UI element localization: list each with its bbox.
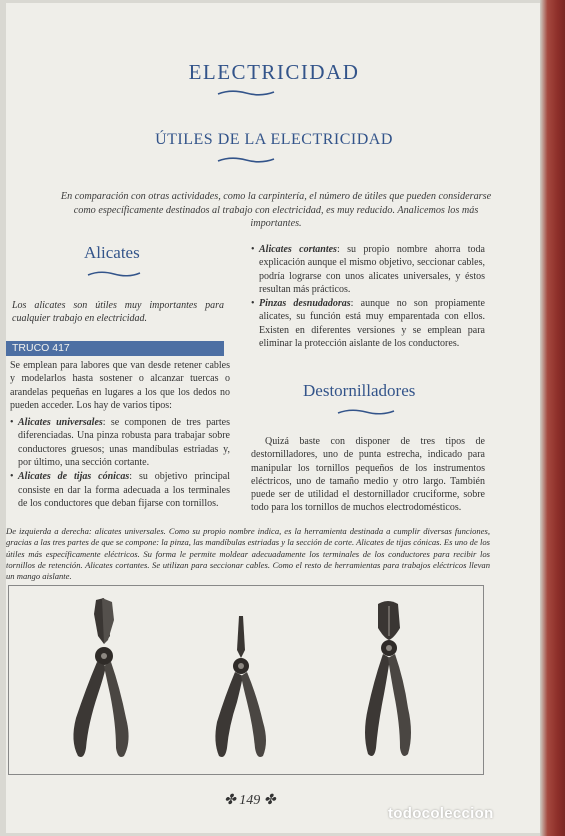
book-page xyxy=(6,3,542,833)
figure-tools xyxy=(8,585,484,775)
title-ornament-icon xyxy=(216,88,276,98)
round-nose-pliers-icon xyxy=(209,614,273,762)
intro-paragraph: En comparación con otras actividades, como la carpintería, el número de útiles que pueden considerarse como específicamente destinados al trabajo con electricidad, es muy reducido. Analicemos los más importantes. xyxy=(60,191,492,229)
chapter-title: ELECTRICIDAD xyxy=(188,60,360,84)
list-item: • Pinzas desnudadoras: aunque no son propiamente alicates, su función está muy emparentada con ellos. Existen en diferentes versiones y se emplean para eliminar la protección aislante de los conductores. xyxy=(251,298,485,350)
section-title: ÚTILES DE LA ELECTRICIDAD xyxy=(155,131,393,148)
destornilladores-paragraph: Quizá baste con disponer de tres tipos de destornilladores, uno de punta estrecha, indicado para manipular los tornillos pequeños de los instrumentos eléctricos, uno de tamaño medio y otro largo. También puede ser de utilidad el destornillador cruciforme, sobre todo para los tornillos de muchos electrodomésticos. xyxy=(251,436,485,514)
book-spine xyxy=(540,0,565,836)
section-ornament-icon xyxy=(216,155,276,165)
bullet-icon: • xyxy=(10,471,14,483)
alicates-paragraph: Los alicates son útiles muy importantes para cualquier trabajo en electricidad. xyxy=(12,300,224,325)
heading-alicates: Alicates xyxy=(84,243,140,262)
truco-text: Se emplean para labores que van desde retener cables y modelarlos hasta sostener o alcanzar tuercas o arandelas pequeñas en lugares a los que los dedos no pueden acceder. Los hay de varios tipos: xyxy=(10,360,230,411)
diagonal-cutters-icon xyxy=(354,598,424,764)
alicates-list xyxy=(10,416,230,510)
list-item: • Alicates cortantes: su propio nombre ahorra toda explicación aunque el mismo objetivo, seccionar cables, podría lograrse con unos alicates universales, y éstos resultan más prácticos. xyxy=(251,244,485,295)
heading-destornilladores: Destornilladores xyxy=(303,381,416,400)
bullet-icon: • xyxy=(10,417,14,429)
universal-pliers-icon xyxy=(64,596,144,764)
page-number-ornament-icon: ✤ xyxy=(260,793,276,808)
truco-label: TRUCO 417 xyxy=(6,341,224,356)
destornilladores-ornament-icon xyxy=(336,407,396,417)
left-column-body xyxy=(10,359,230,511)
bullet-icon: • xyxy=(251,298,255,310)
alicates-ornament-icon xyxy=(86,269,142,279)
page-number-ornament-icon: ✤ xyxy=(224,793,240,808)
figure-caption: De izquierda a derecha: alicates universales. Como su propio nombre indica, es la herramienta destinada a cumplir diversas funciones, gracias a las tres partes de que se compone: la pinza, las mandíbulas estriadas y la sección de corte. Alicates de tijas cónicas. Es uno de los útiles más específicamente eléctricos. Su forma le permite moldear adecuadamente los terminales de los conductores para recibir los tornillos de retención. Alicates cortantes. Se utilizan para seccionar cables. Como el resto de herramientas para trabajos eléctricos llevan un mango aislante. xyxy=(6,526,490,582)
right-column-list xyxy=(251,243,485,351)
list-item: • Alicates de tijas cónicas: su objetivo principal consiste en dar la forma adecuada a los terminales de los conductores que deban fijarse con tornillos. xyxy=(10,471,230,509)
page-number: ✤ 149 ✤ xyxy=(224,793,276,808)
list-item: • Alicates universales: se componen de tres partes diferenciadas. Una pinza robusta para trabajar sobre conductores gruesos; unas mandíbulas estriadas y, por último, una sección cortante. xyxy=(10,417,230,469)
bullet-icon: • xyxy=(251,244,255,255)
watermark: todocoleccion xyxy=(388,805,494,822)
